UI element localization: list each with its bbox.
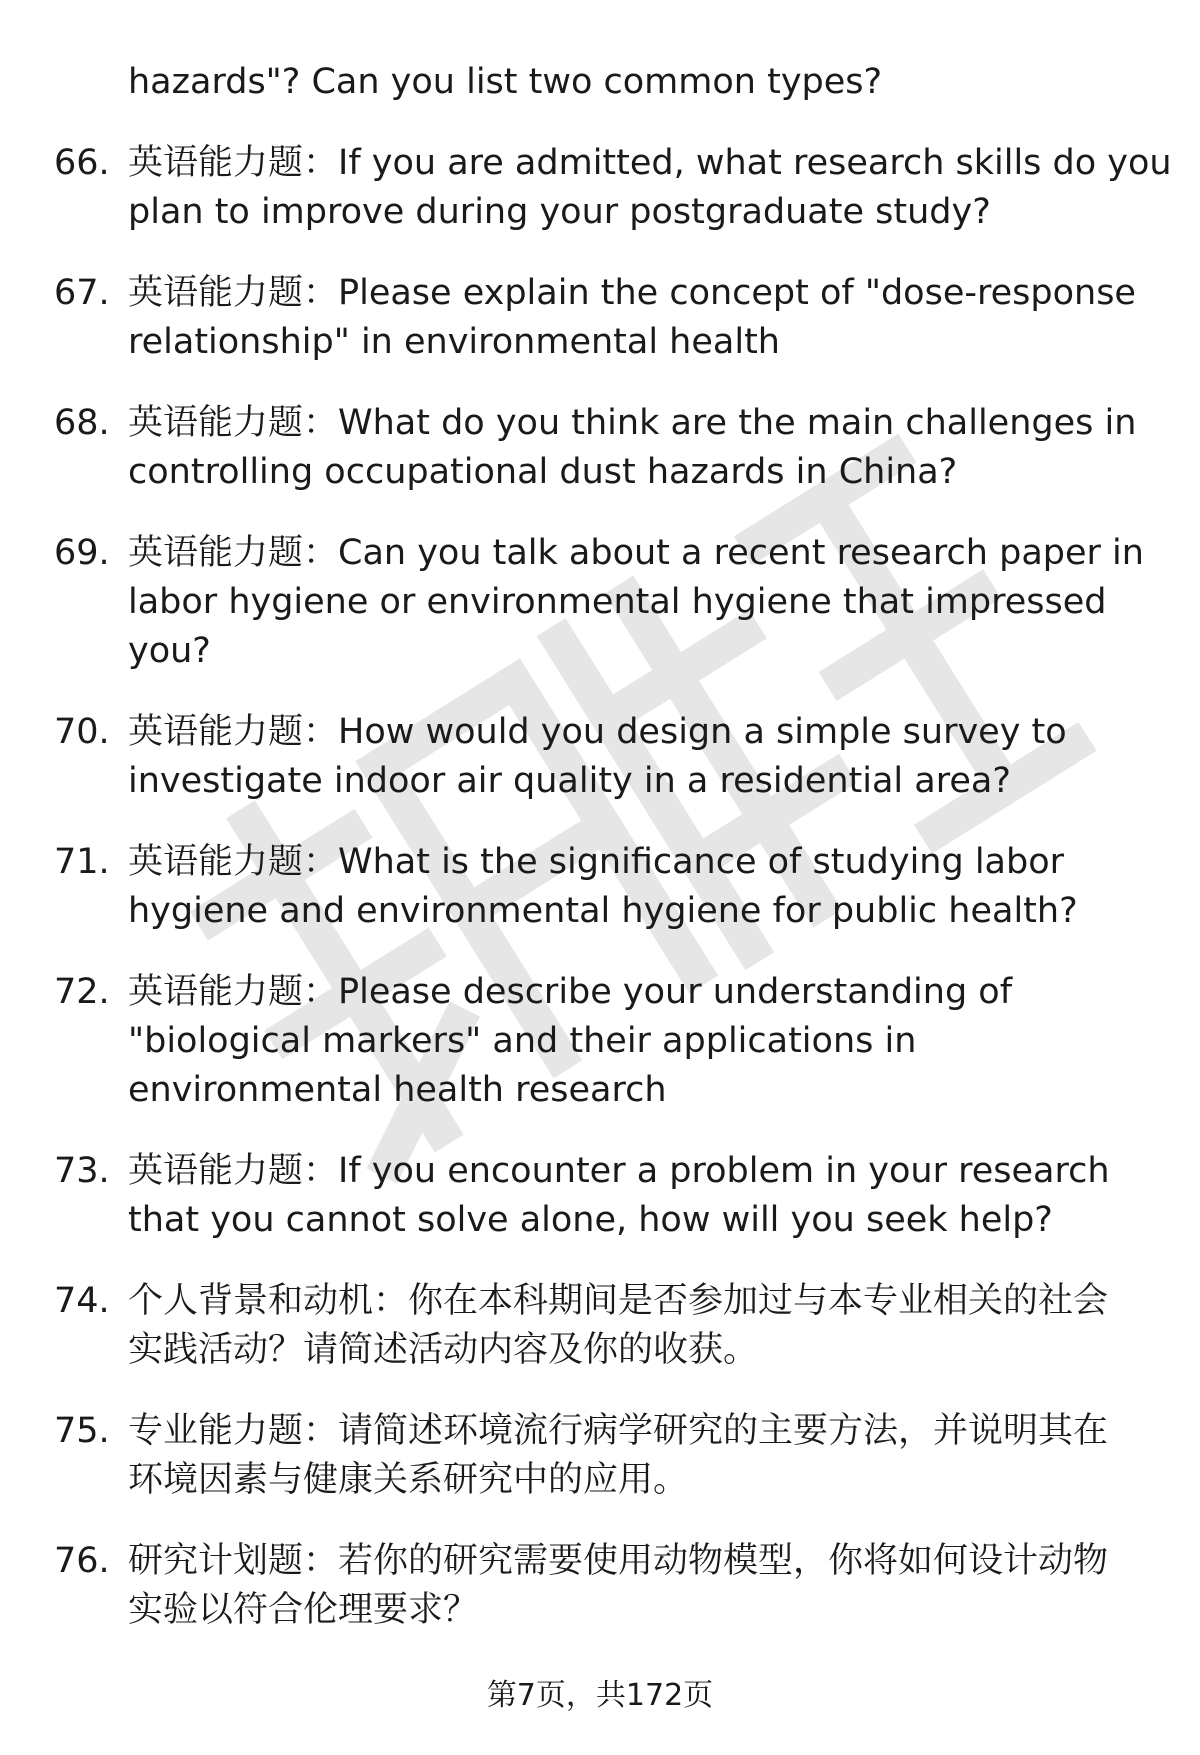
question-text-line: 个人背景和动机：你在本科期间是否参加过与本专业相关的社会 — [128, 1281, 1109, 1321]
question-item — [54, 968, 1164, 1115]
question-text-line: environmental health research — [128, 1070, 667, 1110]
question-number: 74. — [54, 1281, 110, 1321]
question-number: 70. — [54, 712, 110, 752]
question-text-line: investigate indoor air quality in a residential area? — [128, 761, 1011, 801]
question-text-line: plan to improve during your postgraduate study? — [128, 192, 991, 232]
question-text-line: 英语能力题：If you are admitted, what research skills do you — [128, 143, 1172, 183]
question-item — [54, 1277, 1164, 1375]
question-text-line: 英语能力题：What is the significance of studying labor — [128, 842, 1065, 882]
question-item — [54, 1407, 1164, 1505]
question-text-line: 实验以符合伦理要求？ — [128, 1590, 479, 1630]
continued-question-text: hazards"? Can you list two common types? — [128, 62, 883, 102]
question-text — [128, 1407, 1164, 1505]
question-text-line: 研究计划题：若你的研究需要使用动物模型，你将如何设计动物 — [128, 1541, 1109, 1581]
question-text — [128, 139, 1172, 237]
question-text-line: hygiene and environmental hygiene for public health? — [128, 891, 1078, 931]
page-footer: 第7页，共172页 — [486, 1678, 714, 1713]
question-text-line: that you cannot solve alone, how will you seek help? — [128, 1200, 1053, 1240]
question-number: 69. — [54, 533, 110, 573]
question-item — [54, 399, 1164, 497]
question-text-line: 环境因素与健康关系研究中的应用。 — [128, 1460, 689, 1500]
question-item — [54, 708, 1164, 806]
question-item — [54, 529, 1164, 676]
question-text-line: you? — [128, 631, 211, 671]
question-text-line: 专业能力题：请简述环境流行病学研究的主要方法，并说明其在 — [128, 1411, 1109, 1451]
question-text-line: 英语能力题：Can you talk about a recent research paper in — [128, 533, 1144, 573]
question-number: 68. — [54, 403, 110, 443]
question-text — [128, 968, 1164, 1115]
question-number: 75. — [54, 1411, 110, 1451]
question-number: 67. — [54, 273, 110, 313]
question-text-line: "biological markers" and their applications in — [128, 1021, 917, 1061]
question-text-line: relationship" in environmental health — [128, 322, 780, 362]
question-item — [54, 139, 1172, 237]
question-text-line: controlling occupational dust hazards in China? — [128, 452, 958, 492]
question-text — [128, 1147, 1164, 1245]
question-text — [128, 399, 1164, 497]
question-number: 72. — [54, 972, 110, 1012]
question-text-line: 英语能力题：How would you design a simple survey to — [128, 712, 1067, 752]
question-item — [54, 1147, 1164, 1245]
question-number: 66. — [54, 143, 110, 183]
question-text-line: 实践活动？请简述活动内容及你的收获。 — [128, 1330, 759, 1370]
question-item — [54, 1537, 1164, 1635]
question-text — [128, 529, 1164, 676]
question-text — [128, 708, 1164, 806]
question-item — [54, 269, 1164, 367]
question-list — [54, 58, 1172, 1667]
question-text — [128, 1537, 1164, 1635]
question-text-line: 英语能力题：What do you think are the main challenges in — [128, 403, 1137, 443]
question-text-line: 英语能力题：Please explain the concept of "dose-response — [128, 273, 1136, 313]
question-number: 71. — [54, 842, 110, 882]
question-text-line: labor hygiene or environmental hygiene that impressed — [128, 582, 1107, 622]
question-number: 73. — [54, 1151, 110, 1191]
question-number: 76. — [54, 1541, 110, 1581]
question-text — [128, 269, 1164, 367]
question-item — [54, 838, 1164, 936]
question-text-line: 英语能力题：If you encounter a problem in your research — [128, 1151, 1110, 1191]
question-text-line: 英语能力题：Please describe your understanding of — [128, 972, 1013, 1012]
question-text — [128, 1277, 1164, 1375]
question-text — [128, 838, 1164, 936]
